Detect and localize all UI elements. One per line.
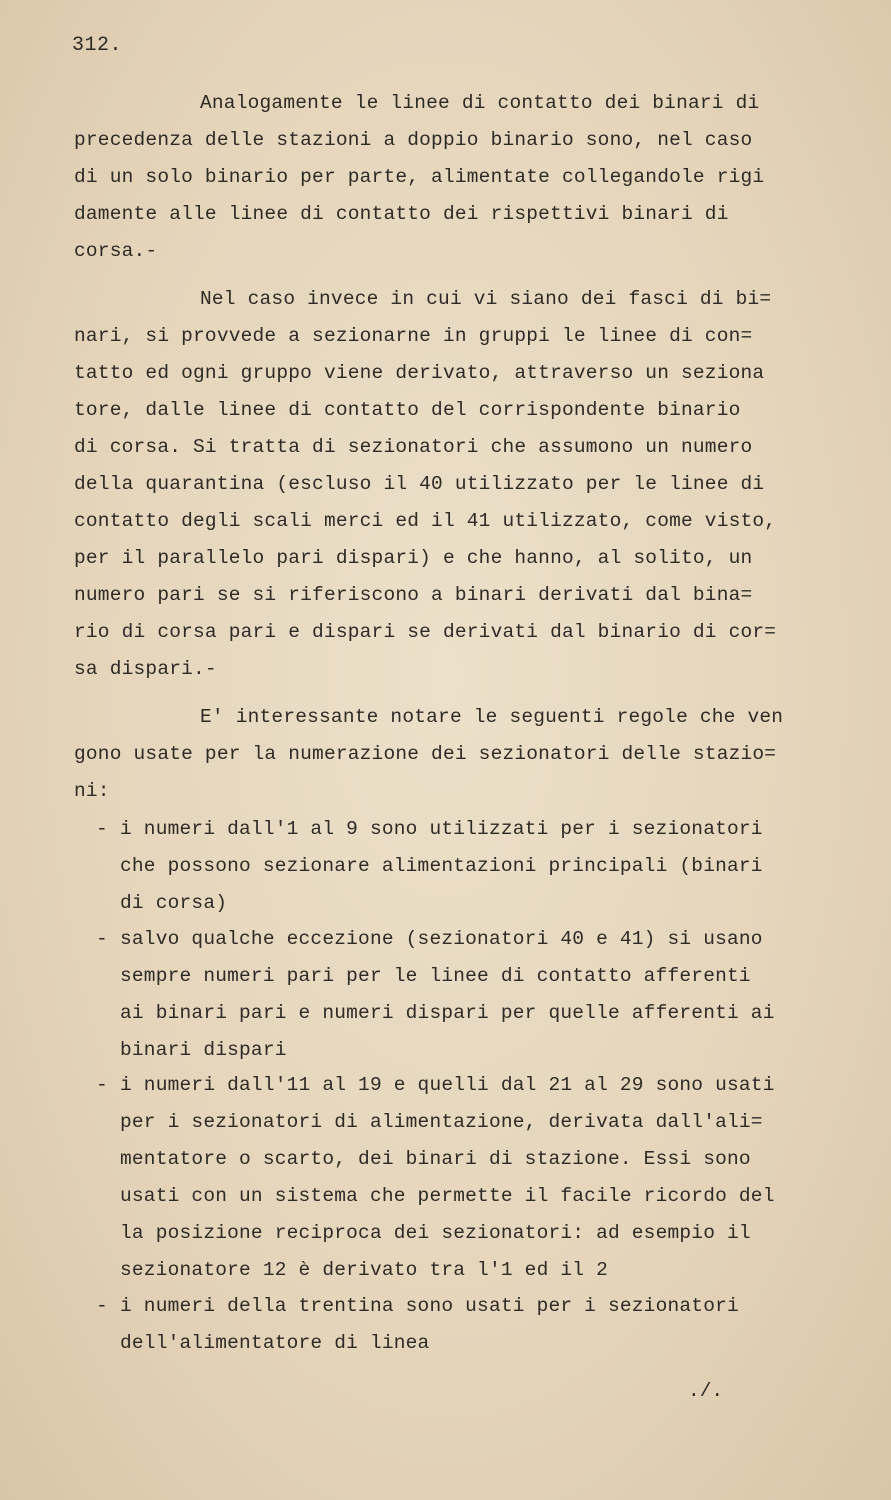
paragraph-2-line-11: sa dispari.-	[74, 658, 217, 680]
list-item-2-line-2: sempre numeri pari per le linee di contatto afferenti	[120, 965, 751, 987]
list-item-1-line-2: che possono sezionare alimentazioni principali (binari	[120, 855, 763, 877]
paragraph-1-line-4: damente alle linee di contatto dei rispettivi binari di	[74, 203, 729, 225]
paragraph-2-line-7: contatto degli scali merci ed il 41 utilizzato, come visto,	[74, 510, 777, 532]
paragraph-2-line-9: numero pari se si riferiscono a binari derivati dal bina=	[74, 584, 753, 606]
list-item-4-line-2: dell'alimentatore di linea	[120, 1332, 430, 1354]
list-item-3-line-2: per i sezionatori di alimentazione, derivata dall'ali=	[120, 1111, 763, 1133]
list-item-1-line-3: di corsa)	[120, 892, 228, 914]
paragraph-1-line-3: di un solo binario per parte, alimentate collegandole rigi	[74, 166, 765, 188]
list-item-2-marker: -	[96, 928, 108, 950]
list-item-4-marker: -	[96, 1295, 108, 1317]
paragraph-2-line-2: nari, si provvede a sezionarne in gruppi le linee di con=	[74, 325, 753, 347]
paragraph-1-line-2: precedenza delle stazioni a doppio binario sono, nel caso	[74, 129, 753, 151]
continuation-mark: ./.	[688, 1380, 724, 1402]
paragraph-1-line-5: corsa.-	[74, 240, 158, 262]
list-item-1-line-1: i numeri dall'1 al 9 sono utilizzati per i sezionatori	[120, 818, 763, 840]
paragraph-2-line-10: rio di corsa pari e dispari se derivati dal binario di cor=	[74, 621, 777, 643]
list-item-3-marker: -	[96, 1074, 108, 1096]
list-item-2-line-3: ai binari pari e numeri dispari per quelle afferenti ai	[120, 1002, 775, 1024]
paragraph-3-line-3: ni:	[74, 780, 110, 802]
list-item-1-marker: -	[96, 818, 108, 840]
list-item-3-line-6: sezionatore 12 è derivato tra l'1 ed il 2	[120, 1259, 608, 1281]
list-item-3-line-1: i numeri dall'11 al 19 e quelli dal 21 al 29 sono usati	[120, 1074, 775, 1096]
list-item-3-line-4: usati con un sistema che permette il facile ricordo del	[120, 1185, 775, 1207]
paragraph-3-line-1: E' interessante notare le seguenti regole che ven	[200, 706, 784, 728]
list-item-4-line-1: i numeri della trentina sono usati per i sezionatori	[120, 1295, 739, 1317]
list-item-2-line-4: binari dispari	[120, 1039, 287, 1061]
paragraph-2-line-5: di corsa. Si tratta di sezionatori che assumono un numero	[74, 436, 753, 458]
paragraph-1-line-1: Analogamente le linee di contatto dei binari di	[200, 92, 760, 114]
page-number: 312.	[72, 34, 123, 57]
paragraph-2-line-3: tatto ed ogni gruppo viene derivato, attraverso un seziona	[74, 362, 765, 384]
paragraph-2-line-1: Nel caso invece in cui vi siano dei fasci di bi=	[200, 288, 772, 310]
list-item-3-line-3: mentatore o scarto, dei binari di stazione. Essi sono	[120, 1148, 751, 1170]
list-item-2-line-1: salvo qualche eccezione (sezionatori 40 e 41) si usano	[120, 928, 763, 950]
paragraph-2-line-4: tore, dalle linee di contatto del corrispondente binario	[74, 399, 741, 421]
paragraph-2-line-6: della quarantina (escluso il 40 utilizzato per le linee di	[74, 473, 765, 495]
paragraph-3-line-2: gono usate per la numerazione dei sezionatori delle stazio=	[74, 743, 777, 765]
paragraph-2-line-8: per il parallelo pari dispari) e che hanno, al solito, un	[74, 547, 753, 569]
list-item-3-line-5: la posizione reciproca dei sezionatori: ad esempio il	[120, 1222, 751, 1244]
